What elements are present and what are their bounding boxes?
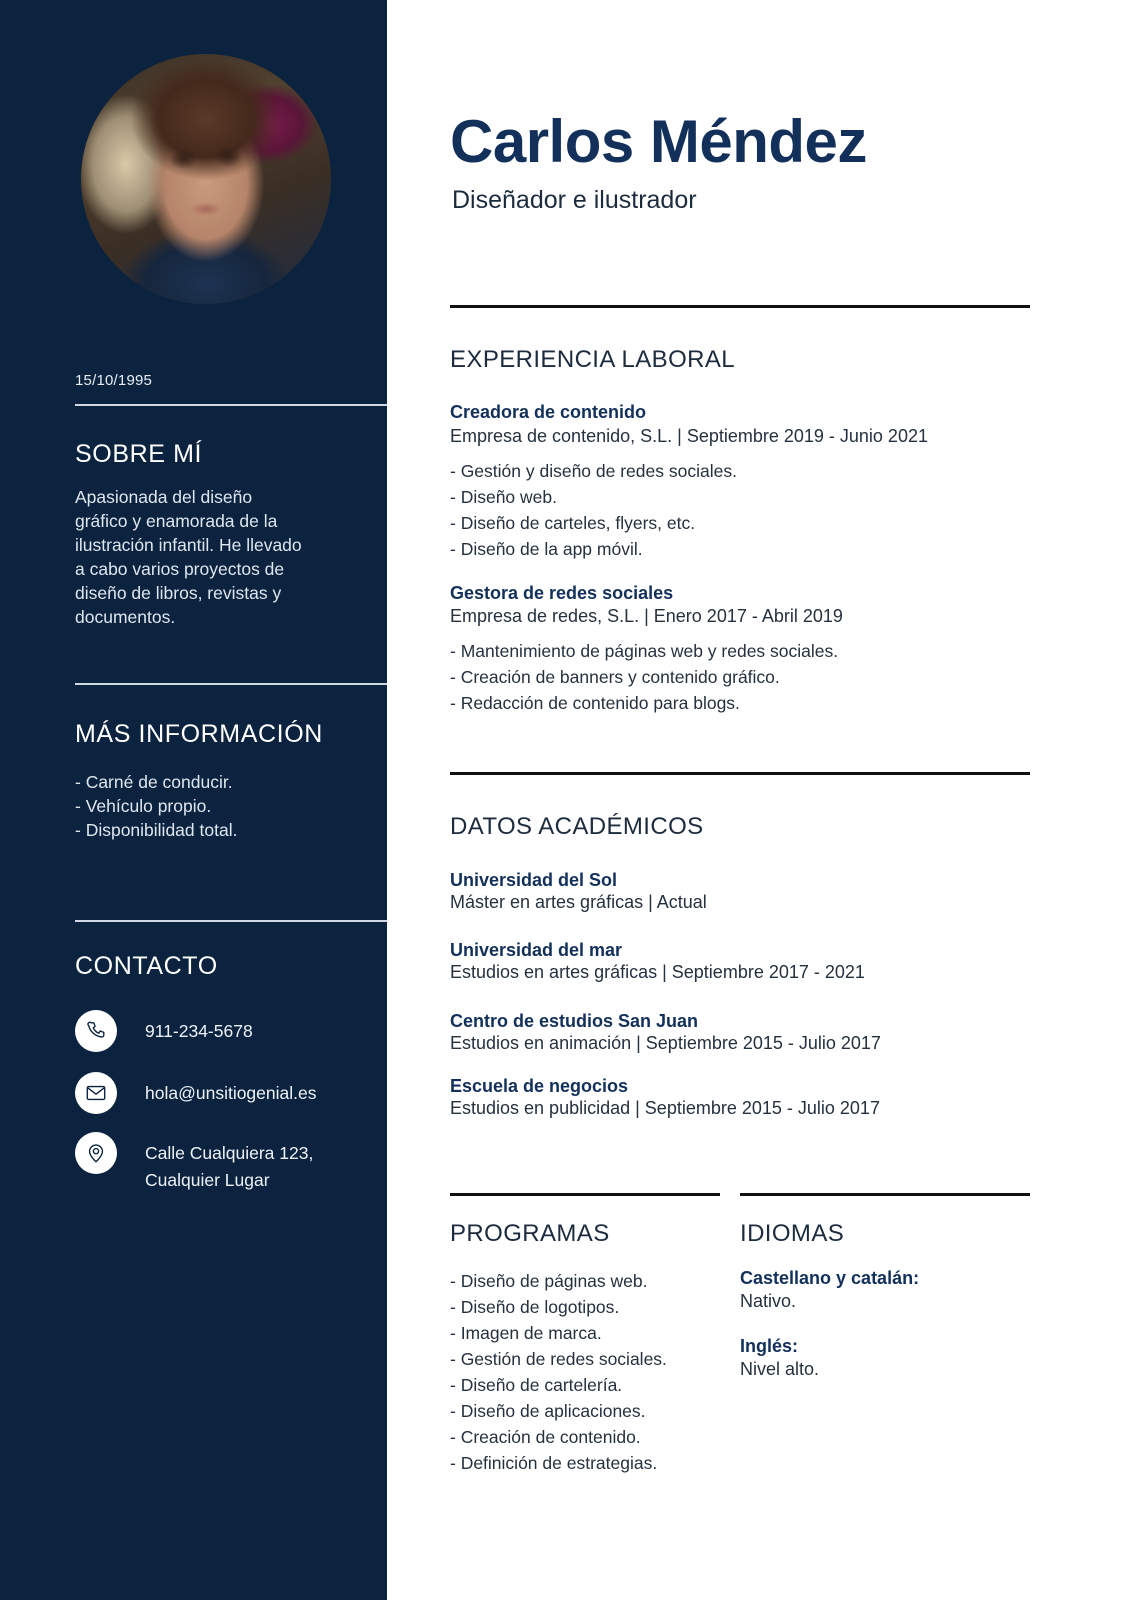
contact-heading: CONTACTO (75, 952, 218, 980)
bullet-item: - Redacción de contenido para blogs. (450, 693, 740, 713)
about-line: a cabo varios proyectos de (75, 559, 285, 579)
experience-entry-bullets (450, 638, 838, 716)
job-role: Diseñador e ilustrador (452, 186, 697, 214)
about-line: gráfico y enamorada de la (75, 511, 278, 531)
language-level: Nativo. (740, 1291, 797, 1311)
list-item: - Carné de conducir. (75, 772, 233, 792)
list-item: - Disponibilidad total. (75, 820, 238, 840)
about-line: Apasionada del diseño (75, 487, 253, 507)
education-heading: DATOS ACADÉMICOS (450, 813, 704, 840)
list-item: - Diseño de páginas web. (450, 1271, 648, 1291)
avatar (81, 54, 331, 304)
programs-list (450, 1268, 667, 1476)
language-name: Castellano y catalán: (740, 1268, 920, 1288)
bullet-item: - Creación de banners y contenido gráfico. (450, 667, 780, 687)
education-entry-title: Centro de estudios San Juan (450, 1011, 699, 1031)
divider-programs (450, 1193, 720, 1196)
language-name: Inglés: (740, 1336, 799, 1356)
divider-languages (740, 1193, 1030, 1196)
avatar-photo (81, 54, 331, 304)
envelope-icon (75, 1072, 117, 1114)
about-text (75, 485, 353, 629)
contact-email-value: hola@unsitiogenial.es (145, 1083, 317, 1103)
list-item: - Vehículo propio. (75, 796, 212, 816)
sidebar-divider-3 (75, 920, 387, 922)
bullet-item: - Diseño de carteles, flyers, etc. (450, 513, 696, 533)
list-item: - Gestión de redes sociales. (450, 1349, 667, 1369)
contact-address-value (145, 1132, 313, 1194)
main-content (387, 0, 1131, 1600)
bullet-item: - Mantenimiento de páginas web y redes sociales. (450, 641, 839, 661)
education-entry-subtitle: Máster en artes gráficas | Actual (450, 892, 707, 912)
divider-experience (450, 305, 1030, 308)
list-item: - Imagen de marca. (450, 1323, 602, 1343)
experience-heading: EXPERIENCIA LABORAL (450, 346, 736, 373)
sidebar (0, 0, 387, 1600)
contact-phone[interactable] (75, 1010, 253, 1052)
education-entry-subtitle: Estudios en artes gráficas | Septiembre 2017 - 2021 (450, 962, 865, 982)
birthdate: 15/10/1995 (75, 372, 153, 389)
about-line: documentos. (75, 607, 176, 627)
list-item: - Definición de estrategias. (450, 1453, 658, 1473)
education-entry-subtitle: Estudios en publicidad | Septiembre 2015 - Julio 2017 (450, 1098, 880, 1118)
languages-heading: IDIOMAS (740, 1220, 845, 1247)
divider-education (450, 772, 1030, 775)
about-line: diseño de libros, revistas y (75, 583, 282, 603)
address-line-1: Calle Cualquiera 123, (145, 1143, 314, 1163)
list-item: - Diseño de aplicaciones. (450, 1401, 646, 1421)
bullet-item: - Diseño web. (450, 487, 557, 507)
location-pin-icon (75, 1132, 117, 1174)
education-entry-title: Escuela de negocios (450, 1076, 629, 1096)
experience-entry-subtitle: Empresa de contenido, S.L. | Septiembre 2019 - Junio 2021 (450, 426, 928, 446)
experience-entry-bullets (450, 458, 737, 562)
bullet-item: - Diseño de la app móvil. (450, 539, 643, 559)
contact-email[interactable] (75, 1072, 317, 1114)
contact-address[interactable] (75, 1132, 313, 1194)
education-entry-title: Universidad del Sol (450, 870, 618, 890)
list-item: - Diseño de cartelería. (450, 1375, 623, 1395)
about-line: ilustración infantil. He llevado (75, 535, 302, 555)
language-level: Nivel alto. (740, 1359, 820, 1379)
about-heading: SOBRE MÍ (75, 440, 203, 468)
sidebar-divider-1 (75, 404, 387, 406)
more-info-list (75, 770, 353, 842)
list-item: - Creación de contenido. (450, 1427, 641, 1447)
sidebar-divider-2 (75, 683, 387, 685)
education-entry-subtitle: Estudios en animación | Septiembre 2015 - Julio 2017 (450, 1033, 881, 1053)
experience-entry-title: Creadora de contenido (450, 402, 647, 422)
experience-entry-title: Gestora de redes sociales (450, 583, 674, 603)
phone-icon (75, 1010, 117, 1052)
programs-heading: PROGRAMAS (450, 1220, 610, 1247)
address-line-2: Cualquier Lugar (145, 1170, 270, 1190)
list-item: - Diseño de logotipos. (450, 1297, 620, 1317)
bullet-item: - Gestión y diseño de redes sociales. (450, 461, 737, 481)
education-entry-title: Universidad del mar (450, 940, 623, 960)
experience-entry-subtitle: Empresa de redes, S.L. | Enero 2017 - Abril 2019 (450, 606, 843, 626)
page-title: Carlos Méndez (450, 108, 867, 175)
more-info-heading: MÁS INFORMACIÓN (75, 720, 323, 748)
contact-phone-value: 911-234-5678 (145, 1021, 253, 1041)
